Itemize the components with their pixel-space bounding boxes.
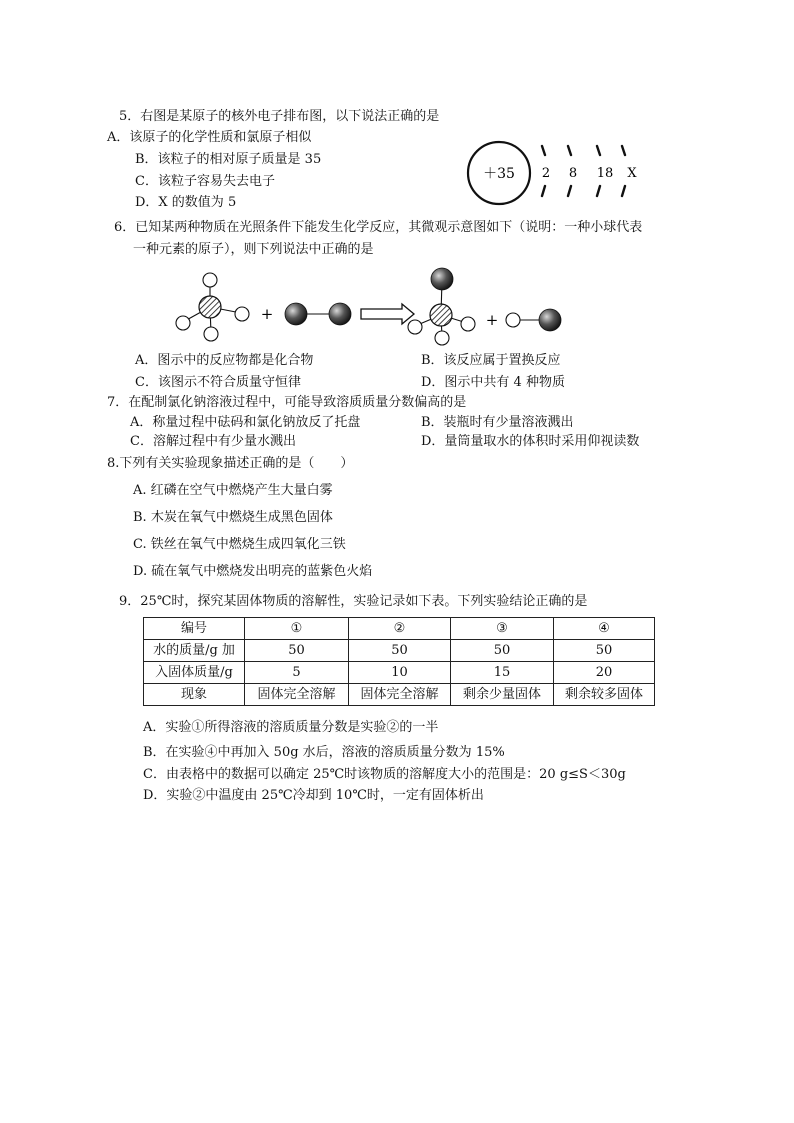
- q9-stem: 9．25℃时，探究某固体物质的溶解性，实验记录如下表。下列实验结论正确的是: [119, 594, 588, 609]
- q7-option-d: D．量筒量取水的体积时采用仰视读数: [421, 434, 640, 449]
- q7-stem: 7．在配制氯化钠溶液过程中，可能导致溶质质量分数偏高的是: [107, 395, 467, 410]
- shell-2: 8: [568, 166, 578, 181]
- q9-option-c: C．由表格中的数据可以确定 25℃时该物质的溶解度大小的范围是：20 g≤S＜30g: [143, 767, 626, 782]
- table-header-cell: 编号: [144, 618, 245, 640]
- plus-sign-2: +: [485, 311, 499, 329]
- table-header-cell: ③: [451, 618, 554, 640]
- q6-stem-line1: 6．已知某两种物质在光照条件下能发生化学反应，其微观示意图如下（说明：一种小球代表: [114, 220, 643, 235]
- table-header-cell: ④: [554, 618, 655, 640]
- q5-option-a: A．该原子的化学性质和氯原子相似: [107, 130, 312, 145]
- shell-4: X: [627, 166, 637, 181]
- solubility-table: [143, 617, 655, 706]
- reaction-diagram: [170, 265, 570, 345]
- reaction-arrow: [361, 304, 414, 324]
- q6-option-c: C．该图示不符合质量守恒律: [135, 375, 301, 390]
- q8-option-a: A. 红磷在空气中燃烧产生大量白雾: [133, 483, 333, 498]
- table-cell: 固体完全溶解: [349, 684, 451, 706]
- table-cell: 50: [554, 640, 655, 662]
- q9-option-b: B．在实验④中再加入 50g 水后，溶液的溶质质量分数为 15%: [143, 745, 505, 760]
- table-cell: 50: [245, 640, 349, 662]
- q6-option-a: A．图示中的反应物都是化合物: [135, 353, 314, 368]
- table-header-cell: ②: [349, 618, 451, 640]
- atom-structure-diagram: [462, 140, 652, 206]
- q8-option-c: C. 铁丝在氧气中燃烧生成四氧化三铁: [133, 537, 346, 552]
- table-cell: 50: [451, 640, 554, 662]
- q5-option-b: B．该粒子的相对原子质量是 35: [135, 152, 322, 167]
- q5-option-d: D．X 的数值为 5: [135, 195, 237, 210]
- q7-option-a: A．称量过程中砝码和氯化钠放反了托盘: [130, 415, 361, 430]
- table-row: [144, 640, 655, 662]
- table-header-cell: ①: [245, 618, 349, 640]
- table-cell: 固体完全溶解: [245, 684, 349, 706]
- table-cell: 5: [245, 662, 349, 684]
- plus-sign-1: +: [260, 305, 274, 323]
- table-cell: 剩余较多固体: [554, 684, 655, 706]
- q6-stem-line2: 一种元素的原子），则下列说法中正确的是: [133, 242, 374, 257]
- q8-option-d: D. 硫在氧气中燃烧发出明亮的蓝紫色火焰: [133, 564, 373, 579]
- q7-option-b: B．装瓶时有少量溶液溅出: [421, 415, 574, 430]
- q6-option-b: B．该反应属于置换反应: [421, 353, 561, 368]
- shell-3: 18: [596, 166, 614, 181]
- table-header-row: [144, 618, 655, 640]
- table-row: [144, 684, 655, 706]
- q9-option-a: A．实验①所得溶液的溶质质量分数是实验②的一半: [143, 720, 439, 735]
- q9-option-d: D．实验②中温度由 25℃冷却到 10℃时，一定有固体析出: [143, 788, 484, 803]
- nucleus-charge: ＋35: [483, 166, 515, 182]
- table-cell: 15: [451, 662, 554, 684]
- table-cell: 10: [349, 662, 451, 684]
- shell-1: 2: [541, 166, 551, 181]
- table-cell: 入固体质量/g: [144, 662, 245, 684]
- table-cell: 水的质量/g 加: [144, 640, 245, 662]
- table-cell: 剩余少量固体: [451, 684, 554, 706]
- q5-stem: 5．右图是某原子的核外电子排布图，以下说法正确的是: [119, 109, 440, 124]
- q7-option-c: C．溶解过程中有少量水溅出: [130, 434, 296, 449]
- q6-option-d: D．图示中共有 4 种物质: [421, 375, 565, 390]
- table-cell: 现象: [144, 684, 245, 706]
- table-cell: 50: [349, 640, 451, 662]
- q8-option-b: B. 木炭在氧气中燃烧生成黑色固体: [133, 510, 333, 525]
- q5-option-c: C．该粒子容易失去电子: [135, 174, 275, 189]
- table-row: [144, 662, 655, 684]
- table-cell: 20: [554, 662, 655, 684]
- q8-stem: 8.下列有关实验现象描述正确的是（ ）: [107, 456, 354, 471]
